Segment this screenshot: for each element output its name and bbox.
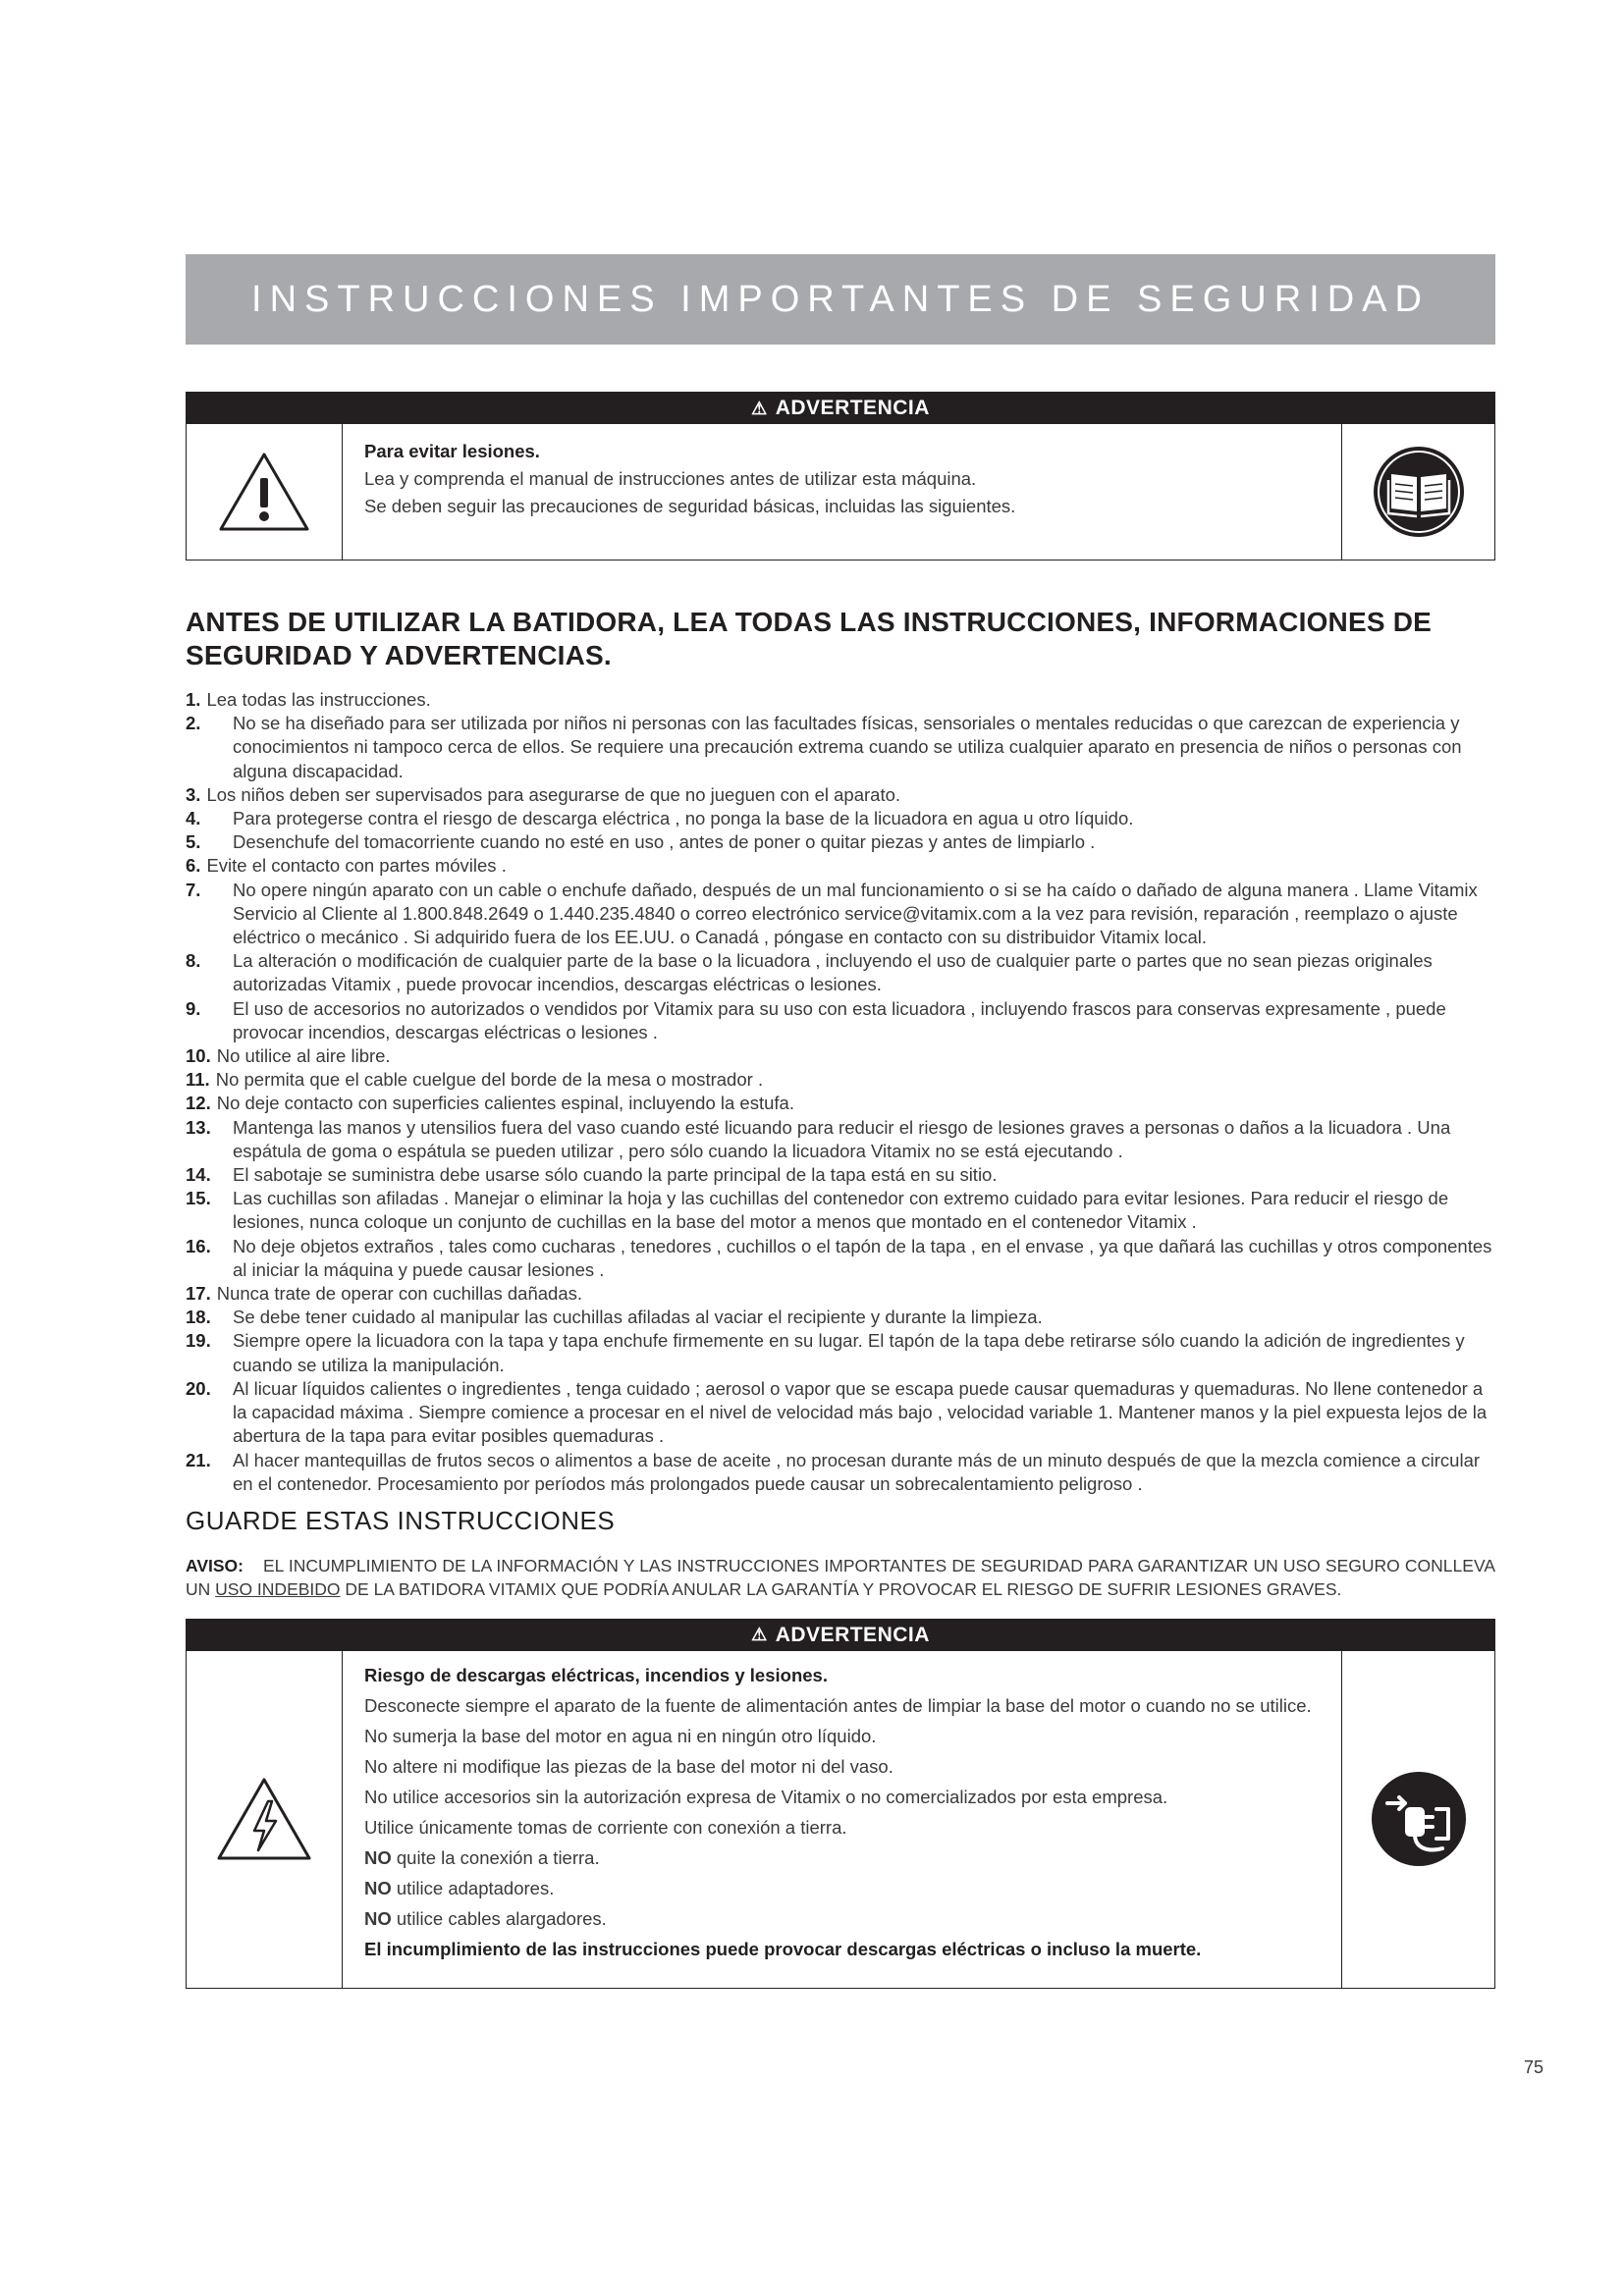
instruction-number: 4. — [186, 808, 201, 829]
instruction-number: 11. — [186, 1069, 210, 1091]
instruction-text: El uso de accesorios no autorizados o vendidos por Vitamix para su uso con esta licuadora , incluyendo frascos para conservas expresamente , puede provocar incendios, descargas eléctricas o lesiones . — [233, 997, 1446, 1042]
instruction-text: Al licuar líquidos calientes o ingredientes , tenga cuidado ; aerosol o vapor que se escapa puede causar quemaduras y quemaduras. No llene contenedor a la capacidad máxima . Siempre comience a procesar en el nivel de velocidad más bajo , velocidad variable 1. Mantener manos y la piel expuesta lejos de la abertura de la tapa para evitar posibles quemaduras . — [233, 1377, 1488, 1447]
instruction-item — [186, 1306, 1495, 1329]
instruction-item — [186, 997, 1495, 1044]
notice-text: DE LA BATIDORA VITAMIX QUE PODRÍA ANULAR LA GARANTÍA Y PROVOCAR EL RIESGO DE SUFRIR LESIONES GRAVES. — [340, 1578, 1342, 1599]
instruction-item — [186, 1068, 1495, 1092]
instruction-text: Mantenga las manos y utensilios fuera del vaso cuando esté licuando para reducir el riesgo de lesiones graves a personas o daños a la licuadora . Una espátula de goma o espátula se pueden utilizar , pero sólo cuando la licuadora Vitamix no se está ejecutando . — [233, 1116, 1451, 1161]
instruction-text: Al hacer mantequillas de frutos secos o alimentos a base de aceite , no procesan durante más de un minuto después de que la mezcla comience a circular en el contenedor. Procesamiento por períodos más prolongados puede causar un sobrecalentamiento peligroso . — [233, 1449, 1481, 1494]
warning-line: Utilice únicamente tomas de corriente con conexión a tierra. — [364, 1816, 847, 1838]
instruction-number: 10. — [186, 1045, 211, 1067]
instruction-text: No permita que el cable cuelgue del borde de la mesa o mostrador . — [215, 1069, 764, 1091]
read-manual-icon — [1341, 424, 1494, 560]
instruction-item — [186, 1163, 1495, 1187]
electric-shock-triangle-icon — [187, 1651, 343, 1988]
instruction-item — [186, 1116, 1495, 1163]
instruction-item — [186, 807, 1495, 830]
instruction-number: 12. — [186, 1093, 211, 1114]
warning-line: Lea y comprenda el manual de instrucciones antes de utilizar esta máquina. — [364, 468, 977, 489]
instruction-text: Evite el contacto con partes móviles . — [206, 855, 507, 877]
instruction-text: Las cuchillas son afiladas . Manejar o eliminar la hoja y las cuchillas del contenedor con extremo cuidado para evitar lesiones. Para reducir el riesgo de lesiones, nunca coloque un conjunto de cuchillas en la base del motor a menos que montado en el contenedor Vitamix . — [233, 1188, 1449, 1233]
instruction-number: 2. — [186, 713, 201, 734]
warning-no-line: NO utilice cables alargadores. — [364, 1907, 607, 1929]
instruction-item — [186, 1329, 1495, 1376]
page-number: 75 — [1524, 2057, 1544, 2077]
instruction-number: 16. — [186, 1235, 211, 1256]
warning-header-label: ADVERTENCIA — [775, 397, 930, 419]
unplug-icon — [1341, 1651, 1494, 1988]
instruction-text: Lea todas las instrucciones. — [206, 689, 431, 710]
instruction-text: No utilice al aire libre. — [216, 1045, 391, 1067]
instruction-number: 8. — [186, 950, 201, 972]
warning-box-electric — [186, 1619, 1495, 1989]
instruction-number: 1. — [186, 689, 201, 710]
instructions-heading: ANTES DE UTILIZAR LA BATIDORA, LEA TODAS LAS INSTRUCCIONES, INFORMACIONES DE SEGURIDAD Y ADVERTENCIAS. — [186, 607, 1432, 670]
instruction-item — [186, 830, 1495, 854]
warning-line: No altere ni modifique las piezas de la base del motor ni del vaso. — [364, 1755, 893, 1777]
instruction-number: 6. — [186, 855, 201, 877]
warning-final-line: El incumplimiento de las instrucciones puede provocar descargas eléctricas o incluso la muerte. — [364, 1938, 1202, 1959]
instruction-item — [186, 1282, 1495, 1306]
warning-no-line: NO quite la conexión a tierra. — [364, 1846, 600, 1868]
instruction-item — [186, 1449, 1495, 1496]
no-label: NO — [364, 1907, 392, 1929]
warning-title: Para evitar lesiones. — [364, 441, 540, 461]
warning-header-icon: ⚠ — [751, 1625, 768, 1645]
safety-instructions-list — [186, 688, 1495, 1496]
notice-text: EL INCUMPLIMIENTO DE LA INFORMACIÓN Y LAS INSTRUCCIONES IMPORTANTES DE SEGURIDAD PARA GARANTIZAR UN USO SEGURO CONLLEVA UN — [186, 1555, 1495, 1599]
instruction-item — [186, 1377, 1495, 1449]
instruction-number: 18. — [186, 1307, 211, 1328]
page-content — [186, 254, 1495, 1989]
warning-header-icon: ⚠ — [751, 398, 768, 418]
instruction-item — [186, 854, 1495, 878]
no-label: NO — [364, 1877, 392, 1898]
instruction-item — [186, 712, 1495, 783]
instruction-number: 17. — [186, 1283, 211, 1305]
instruction-text: No deje contacto con superficies calientes espinal, incluyendo la estufa. — [216, 1093, 794, 1114]
warning-header-label: ADVERTENCIA — [775, 1623, 930, 1646]
instruction-item — [186, 949, 1495, 996]
instruction-text: La alteración o modificación de cualquier parte de la base o la licuadora , incluyendo el uso de cualquier parte o partes que no sean piezas originales autorizadas Vitamix , puede provocar incendios, descargas eléctricas o lesiones. — [233, 950, 1433, 995]
instruction-text: Para protegerse contra el riesgo de descarga eléctrica , no ponga la base de la licuadora en agua u otro líquido. — [233, 808, 1134, 829]
instruction-text: Desenchufe del tomacorriente cuando no esté en uso , antes de poner o quitar piezas y antes de limpiarlo . — [233, 831, 1096, 853]
instruction-number: 15. — [186, 1188, 211, 1209]
notice-paragraph — [186, 1554, 1495, 1601]
save-instructions-heading: GUARDE ESTAS INSTRUCCIONES — [186, 1505, 616, 1535]
instruction-number: 14. — [186, 1164, 211, 1186]
warning-triangle-icon — [187, 424, 343, 560]
notice-underlined-text: USO INDEBIDO — [215, 1578, 341, 1599]
instruction-item — [186, 783, 1495, 807]
warning-header — [187, 1620, 1494, 1651]
instruction-number: 20. — [186, 1377, 211, 1399]
instruction-number: 13. — [186, 1116, 211, 1138]
instruction-text: No opere ningún aparato con un cable o enchufe dañado, después de un mal funcionamiento o si se ha caído o dañado de alguna manera . Llame Vitamix Servicio al Cliente al 1.800.848.2649 o 1.440.235.4840 o correo electrónico service@vitamix.com a la vez para revisión, reparación , reemplazo o ajuste eléctrico o mecánico . Si adquirido fuera de los EE.UU. o Canadá , póngase en contacto con su distribuidor Vitamix local. — [233, 879, 1478, 948]
instruction-item — [186, 688, 1495, 712]
instruction-item — [186, 1235, 1495, 1282]
warning-line: Se deben seguir las precauciones de seguridad básicas, incluidas las siguientes. — [364, 496, 1016, 516]
warning-title: Riesgo de descargas eléctricas, incendios y lesiones. — [364, 1664, 828, 1685]
instruction-number: 19. — [186, 1330, 211, 1352]
instruction-text: Nunca trate de operar con cuchillas dañadas. — [216, 1283, 583, 1305]
instruction-item — [186, 1092, 1495, 1115]
instruction-text: No se ha diseñado para ser utilizada por niños ni personas con las facultades físicas, sensoriales o mentales reducidas o que carezcan de experiencia y conocimientos ni tampoco cerca de ellos. Se requiere una precaución extrema cuando se utiliza cualquier aparato en presencia de niños o personas con alguna discapacidad. — [233, 713, 1462, 781]
instruction-number: 9. — [186, 997, 201, 1019]
no-label: NO — [364, 1846, 392, 1868]
instruction-number: 21. — [186, 1449, 211, 1470]
page-title: INSTRUCCIONES IMPORTANTES DE SEGURIDAD — [186, 254, 1495, 345]
instruction-item — [186, 1044, 1495, 1068]
warning-no-line: NO utilice adaptadores. — [364, 1877, 555, 1898]
warning-header — [187, 393, 1494, 424]
instruction-item — [186, 1187, 1495, 1234]
warning-line: No utilice accesorios sin la autorización expresa de Vitamix o no comercializados por esta empresa. — [364, 1786, 1168, 1807]
instruction-number: 7. — [186, 879, 201, 900]
instruction-number: 3. — [186, 783, 201, 805]
instruction-number: 5. — [186, 831, 201, 853]
notice-label: AVISO: — [186, 1555, 244, 1575]
warning-line: Desconecte siempre el aparato de la fuente de alimentación antes de limpiar la base del motor o cuando no se utilice. — [364, 1694, 1312, 1716]
instruction-text: El sabotaje se suministra debe usarse sólo cuando la parte principal de la tapa está en su sitio. — [233, 1164, 998, 1186]
instruction-item — [186, 879, 1495, 950]
instruction-text: Se debe tener cuidado al manipular las cuchillas afiladas al vaciar el recipiente y durante la limpieza. — [233, 1307, 1043, 1328]
instruction-text: Los niños deben ser supervisados para asegurarse de que no jueguen con el aparato. — [206, 783, 901, 805]
instruction-text: Siempre opere la licuadora con la tapa y tapa enchufe firmemente en su lugar. El tapón de la tapa debe retirarse sólo cuando la adición de ingredientes y cuando se utiliza la manipulación. — [233, 1330, 1465, 1375]
warning-line: No sumerja la base del motor en agua ni en ningún otro líquido. — [364, 1725, 877, 1746]
warning-box-injury — [186, 392, 1495, 561]
instruction-text: No deje objetos extraños , tales como cucharas , tenedores , cuchillos o el tapón de la tapa , en el envase , ya que dañará las cuchillas y otros componentes al iniciar la máquina y puede causar lesiones . — [233, 1235, 1492, 1280]
